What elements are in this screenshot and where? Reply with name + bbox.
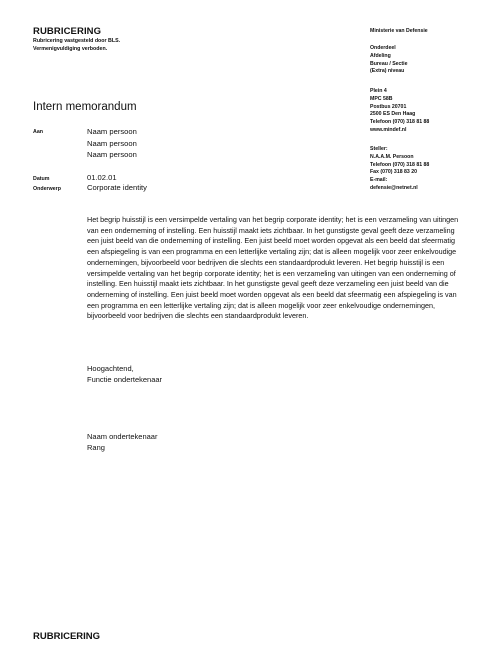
closing-block	[87, 364, 162, 386]
address-plein: Plein 4	[370, 88, 387, 94]
classification-note: Rubricering vastgesteld door BLS.	[33, 38, 121, 44]
sidebar-organisation	[370, 45, 475, 76]
signature-function: Functie ondertekenaar	[87, 374, 163, 384]
recipient: Naam persoon	[87, 138, 137, 148]
address-website: www.mindef.nl	[370, 126, 407, 133]
classification-note: Vermenigvuldiging verboden.	[33, 46, 108, 52]
sidebar-steller	[370, 146, 475, 193]
recipient-list	[87, 126, 137, 161]
steller-phone: Telefoon (070) 318 81 88	[370, 161, 430, 168]
steller-fax: Fax (070) 318 83 20	[370, 169, 418, 176]
ministry-name: Ministerie van Defensie	[370, 28, 428, 34]
org-bureau: Bureau / Sectie	[370, 60, 408, 67]
address-city: 2500 ES Den Haag	[370, 111, 416, 118]
classification-notes	[33, 37, 120, 53]
address-postbus: Postbus 20701	[370, 103, 407, 110]
onderwerp-label: Onderwerp	[33, 186, 61, 192]
recipient: Naam persoon	[87, 150, 137, 159]
sidebar-ministry	[370, 28, 475, 36]
org-afdeling: Afdeling	[370, 52, 391, 59]
datum-value: 01.02.01	[87, 173, 117, 182]
steller-name: N.A.A.M. Persoon	[370, 153, 414, 160]
classification-header: RUBRICERING	[33, 26, 102, 37]
memo-body: Het begrip huisstijl is een versimpelde vertaling van het begrip corporate identity; het is een verzameling van uitingen van een onderneming of instelling. Een huisstijl maakt iets zichtbaar. In het gunstigste geval geeft deze verzameling een juist beeld van die onderneming of instelling. Een juist beeld moet worden opgevat als een beeld dat sfeermatig een afspiegeling is van een programma en een letterlijke vertaling zijn; dat is alleen mogelijk voor zeer enkelvoudige ondernemingen, bijvoorbeeld voor bedrijven die slechts een standaardprodukt leveren. Het begrip huisstijl is een versimpelde vertaling van het begrip corporate identity; het is een verzameling van uitingen van een onderneming of instelling. Een huisstijl maakt iets zichtbaar. In het gunstigste geval geeft deze verzameling een juist beeld van die onderneming of instelling. Een juist beeld moet worden opgevat als een beeld dat sfeermatig een afspiegeling is van een programma en een letterlijke vertaling zijn; dat is alleen mogelijk voor zeer enkelvoudige ondernemingen, bijvoorbeeld voor bedrijven die slechts een standaardprodukt leveren.	[87, 215, 459, 321]
sidebar-address	[370, 88, 475, 135]
steller-email: defensie@netnet.nl	[370, 184, 418, 191]
steller-email-label: E-mail:	[370, 177, 388, 184]
onderwerp-value: Corporate identity	[87, 183, 147, 192]
greeting: Hoogachtend,	[87, 364, 134, 373]
address-mpc: MPC 58B	[370, 95, 393, 102]
recipient: Naam persoon	[87, 127, 137, 136]
signer-name: Naam ondertekenaar	[87, 432, 158, 441]
address-phone: Telefoon (070) 318 81 88	[370, 119, 430, 126]
signer-block	[87, 432, 157, 454]
org-onderdeel: Onderdeel	[370, 45, 396, 51]
document-title: Intern memorandum	[33, 101, 137, 113]
datum-label: Datum	[33, 176, 50, 182]
steller-label: Steller:	[370, 146, 388, 152]
aan-label: Aan	[33, 129, 44, 135]
signer-rank: Rang	[87, 442, 105, 452]
org-niveau: (Extra) niveau	[370, 68, 405, 75]
classification-footer: RUBRICERING	[33, 631, 101, 642]
